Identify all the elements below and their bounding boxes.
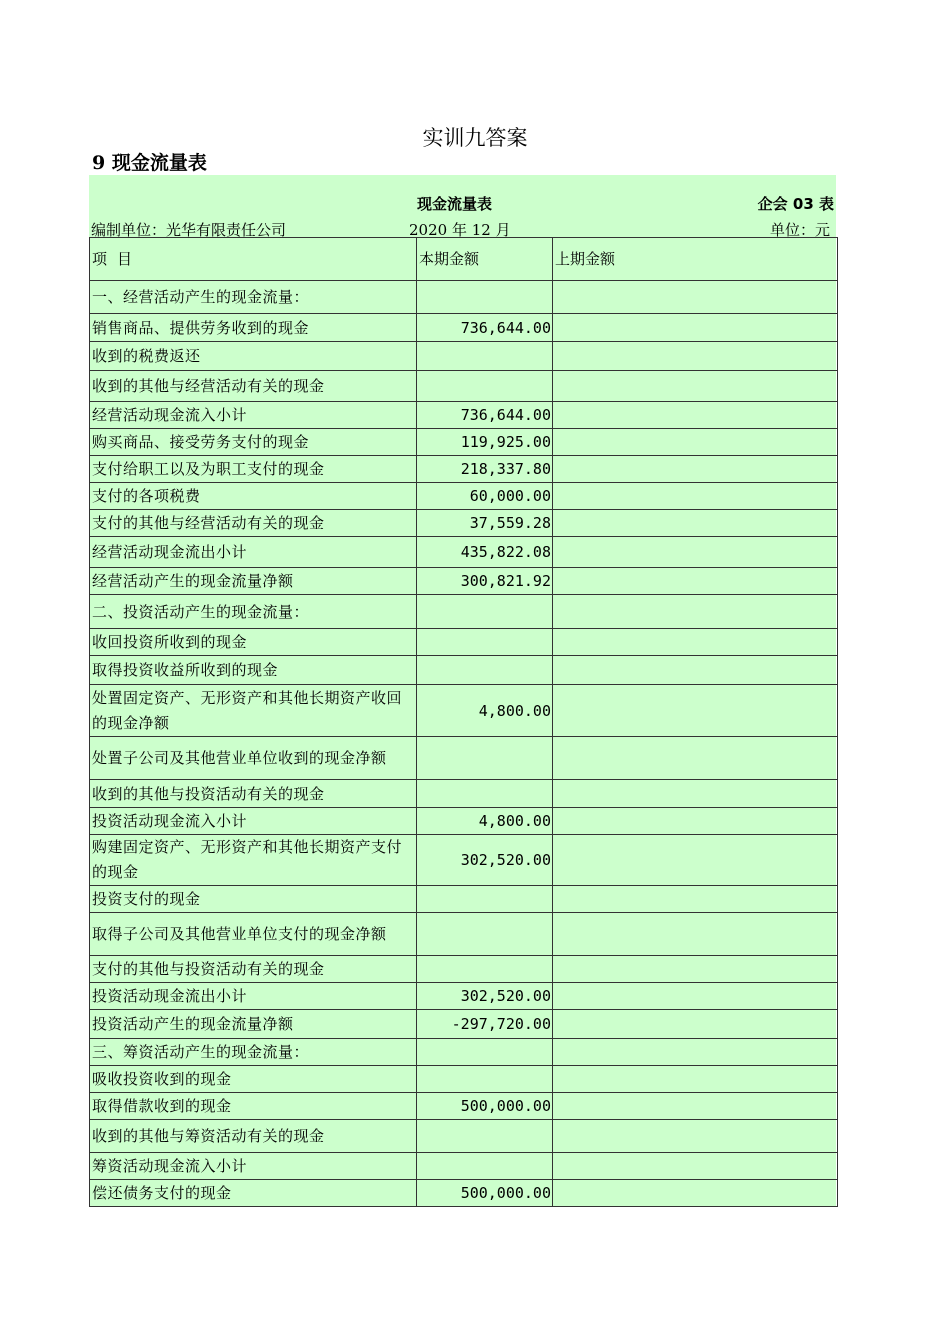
row-item: 经营活动现金流入小计 <box>90 402 417 429</box>
row-current-amount: 500,000.00 <box>417 1093 553 1120</box>
report-period: 2020 年 12 月 <box>409 221 511 239</box>
table-row <box>90 1153 838 1180</box>
company-name: 编制单位：光华有限责任公司 <box>91 221 287 239</box>
row-current-amount: 218,337.80 <box>417 456 553 483</box>
row-item: 偿还债务支付的现金 <box>90 1180 417 1207</box>
table-row <box>90 537 838 568</box>
row-current-amount <box>417 780 553 808</box>
row-item: 收到的其他与筹资活动有关的现金 <box>90 1120 417 1153</box>
row-current-amount <box>417 1120 553 1153</box>
row-item: 吸收投资收到的现金 <box>90 1066 417 1093</box>
row-previous-amount <box>553 685 838 737</box>
row-item: 投资活动产生的现金流量净额 <box>90 1010 417 1039</box>
row-previous-amount <box>553 1066 838 1093</box>
row-current-amount <box>417 342 553 371</box>
row-current-amount <box>417 956 553 983</box>
row-previous-amount <box>553 371 838 402</box>
cash-flow-table <box>89 237 838 1207</box>
row-previous-amount <box>553 808 838 835</box>
row-item: 筹资活动现金流入小计 <box>90 1153 417 1180</box>
table-row <box>90 629 838 656</box>
row-current-amount <box>417 1153 553 1180</box>
row-previous-amount <box>553 737 838 780</box>
form-header <box>89 175 836 237</box>
row-previous-amount <box>553 342 838 371</box>
row-current-amount <box>417 371 553 402</box>
row-previous-amount <box>553 780 838 808</box>
row-item: 支付给职工以及为职工支付的现金 <box>90 456 417 483</box>
row-item: 处置子公司及其他营业单位收到的现金净额 <box>90 737 417 780</box>
row-previous-amount <box>553 1039 838 1066</box>
row-current-amount: 302,520.00 <box>417 983 553 1010</box>
row-item: 收到的税费返还 <box>90 342 417 371</box>
row-item: 经营活动现金流出小计 <box>90 537 417 568</box>
row-current-amount: 60,000.00 <box>417 483 553 510</box>
header-previous: 上期金额 <box>553 238 838 281</box>
row-item: 收到的其他与投资活动有关的现金 <box>90 780 417 808</box>
row-item: 投资活动现金流入小计 <box>90 808 417 835</box>
row-previous-amount <box>553 402 838 429</box>
row-previous-amount <box>553 1010 838 1039</box>
row-item: 处置固定资产、无形资产和其他长期资产收回的现金净额 <box>90 685 417 737</box>
table-row <box>90 886 838 913</box>
table-body <box>90 281 838 1207</box>
row-item: 投资支付的现金 <box>90 886 417 913</box>
table-row <box>90 371 838 402</box>
row-previous-amount <box>553 886 838 913</box>
row-item: 取得子公司及其他营业单位支付的现金净额 <box>90 913 417 956</box>
row-current-amount: 500,000.00 <box>417 1180 553 1207</box>
row-current-amount: 37,559.28 <box>417 510 553 537</box>
row-current-amount <box>417 281 553 314</box>
table-row <box>90 1180 838 1207</box>
row-previous-amount <box>553 1180 838 1207</box>
table-row <box>90 983 838 1010</box>
row-previous-amount <box>553 629 838 656</box>
row-previous-amount <box>553 1120 838 1153</box>
table-row <box>90 1010 838 1039</box>
document-title: 实训九答案 <box>422 126 528 150</box>
table-row <box>90 1120 838 1153</box>
table-row <box>90 913 838 956</box>
table-row <box>90 656 838 685</box>
row-previous-amount <box>553 510 838 537</box>
row-current-amount: 4,800.00 <box>417 808 553 835</box>
row-item: 经营活动产生的现金流量净额 <box>90 568 417 595</box>
row-previous-amount <box>553 983 838 1010</box>
row-previous-amount <box>553 656 838 685</box>
row-item: 收回投资所收到的现金 <box>90 629 417 656</box>
row-previous-amount <box>553 913 838 956</box>
row-current-amount: 4,800.00 <box>417 685 553 737</box>
row-previous-amount <box>553 835 838 886</box>
row-current-amount <box>417 886 553 913</box>
form-title: 现金流量表 <box>417 195 493 213</box>
table-row <box>90 1039 838 1066</box>
row-previous-amount <box>553 429 838 456</box>
table-row <box>90 956 838 983</box>
table-row <box>90 1093 838 1120</box>
header-current: 本期金额 <box>417 238 553 281</box>
row-current-amount <box>417 595 553 629</box>
table-row <box>90 402 838 429</box>
row-current-amount <box>417 629 553 656</box>
row-current-amount: 736,644.00 <box>417 314 553 342</box>
table-row <box>90 483 838 510</box>
row-previous-amount <box>553 537 838 568</box>
row-previous-amount <box>553 314 838 342</box>
row-item: 取得借款收到的现金 <box>90 1093 417 1120</box>
form-code: 企会 03 表 <box>757 195 834 213</box>
row-previous-amount <box>553 568 838 595</box>
table-row <box>90 780 838 808</box>
row-item: 销售商品、提供劳务收到的现金 <box>90 314 417 342</box>
row-current-amount: 435,822.08 <box>417 537 553 568</box>
header-item: 项 目 <box>90 238 417 281</box>
row-item: 支付的各项税费 <box>90 483 417 510</box>
row-item: 取得投资收益所收到的现金 <box>90 656 417 685</box>
row-item: 收到的其他与经营活动有关的现金 <box>90 371 417 402</box>
row-previous-amount <box>553 1153 838 1180</box>
row-current-amount <box>417 737 553 780</box>
table-row <box>90 835 838 886</box>
table-row <box>90 429 838 456</box>
table-row <box>90 685 838 737</box>
row-current-amount: 736,644.00 <box>417 402 553 429</box>
cash-flow-sheet <box>89 175 836 1207</box>
table-row <box>90 314 838 342</box>
row-item: 支付的其他与投资活动有关的现金 <box>90 956 417 983</box>
row-current-amount <box>417 656 553 685</box>
section-title: 9 现金流量表 <box>92 152 207 174</box>
row-previous-amount <box>553 456 838 483</box>
table-row <box>90 456 838 483</box>
row-current-amount <box>417 913 553 956</box>
currency-unit: 单位：元 <box>769 221 830 239</box>
table-row <box>90 568 838 595</box>
row-current-amount: 119,925.00 <box>417 429 553 456</box>
table-row <box>90 342 838 371</box>
row-current-amount <box>417 1039 553 1066</box>
row-item: 购建固定资产、无形资产和其他长期资产支付的现金 <box>90 835 417 886</box>
row-previous-amount <box>553 281 838 314</box>
row-item: 购买商品、接受劳务支付的现金 <box>90 429 417 456</box>
table-row <box>90 595 838 629</box>
table-row <box>90 510 838 537</box>
row-current-amount: 302,520.00 <box>417 835 553 886</box>
row-previous-amount <box>553 956 838 983</box>
row-item: 投资活动现金流出小计 <box>90 983 417 1010</box>
row-item: 支付的其他与经营活动有关的现金 <box>90 510 417 537</box>
row-item: 三、筹资活动产生的现金流量： <box>90 1039 417 1066</box>
row-current-amount: 300,821.92 <box>417 568 553 595</box>
row-previous-amount <box>553 483 838 510</box>
table-row <box>90 737 838 780</box>
table-row <box>90 281 838 314</box>
row-current-amount <box>417 1066 553 1093</box>
table-row <box>90 1066 838 1093</box>
row-item: 一、经营活动产生的现金流量： <box>90 281 417 314</box>
row-current-amount: -297,720.00 <box>417 1010 553 1039</box>
row-previous-amount <box>553 595 838 629</box>
row-item: 二、投资活动产生的现金流量： <box>90 595 417 629</box>
table-header-row <box>90 238 838 281</box>
row-previous-amount <box>553 1093 838 1120</box>
table-row <box>90 808 838 835</box>
